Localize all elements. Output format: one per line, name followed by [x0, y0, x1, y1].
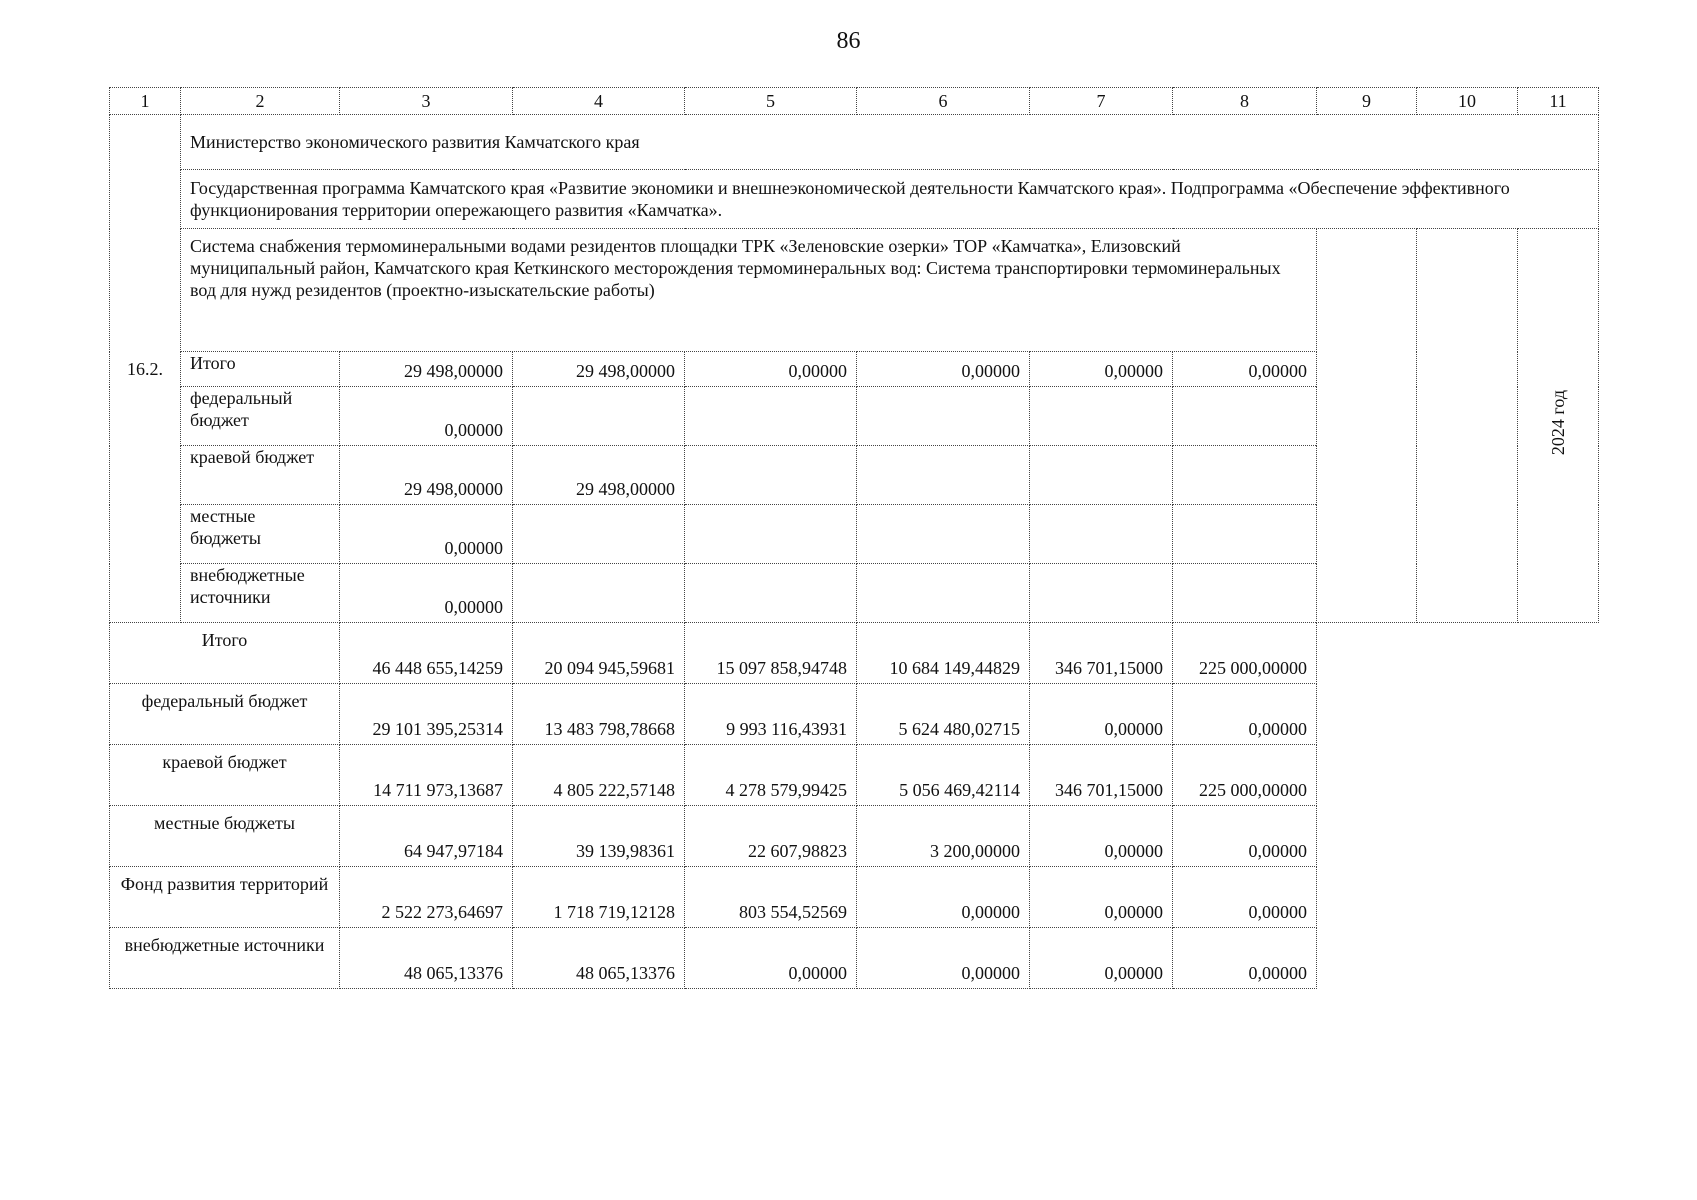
amount-cell: 346 701,15000: [1030, 623, 1173, 684]
amount-cell: [1030, 505, 1173, 564]
amount-cell: 803 554,52569: [685, 867, 857, 928]
amount-cell: 2 522 273,64697: [340, 867, 513, 928]
summary-label: местные бюджеты: [110, 806, 340, 867]
amount-cell: 15 097 858,94748: [685, 623, 857, 684]
amount-cell: 10 684 149,44829: [857, 623, 1030, 684]
amount-cell: 0,00000: [1173, 684, 1317, 745]
amount-cell: 13 483 798,78668: [513, 684, 685, 745]
column-number: 10: [1417, 88, 1518, 115]
amount-cell: 48 065,13376: [340, 928, 513, 989]
amount-cell: 225 000,00000: [1173, 623, 1317, 684]
column-number: 4: [513, 88, 685, 115]
amount-cell: [685, 564, 857, 623]
ministry-name: Министерство экономического развития Камчатского края: [181, 115, 1599, 170]
amount-cell: 29 498,00000: [340, 446, 513, 505]
amount-cell: [1173, 505, 1317, 564]
amount-cell: [513, 564, 685, 623]
amount-cell: 0,00000: [1030, 928, 1173, 989]
column-9-cell: [1317, 229, 1417, 623]
amount-cell: 0,00000: [1173, 867, 1317, 928]
budget-table: [109, 87, 1599, 989]
amount-cell: [513, 387, 685, 446]
amount-cell: 0,00000: [340, 564, 513, 623]
column-number: 2: [181, 88, 340, 115]
amount-cell: 0,00000: [1173, 352, 1317, 387]
program-row: [110, 170, 1599, 229]
amount-cell: 48 065,13376: [513, 928, 685, 989]
amount-cell: 29 498,00000: [513, 352, 685, 387]
amount-cell: 29 498,00000: [340, 352, 513, 387]
amount-cell: [513, 505, 685, 564]
amount-cell: 64 947,97184: [340, 806, 513, 867]
row-label: внебюджетные источники: [181, 564, 340, 623]
amount-cell: 29 101 395,25314: [340, 684, 513, 745]
amount-cell: 14 711 973,13687: [340, 745, 513, 806]
column-number-row: [110, 88, 1599, 115]
amount-cell: 0,00000: [1030, 352, 1173, 387]
amount-cell: 0,00000: [340, 505, 513, 564]
amount-cell: 0,00000: [1030, 867, 1173, 928]
amount-cell: 0,00000: [1173, 806, 1317, 867]
column-number: 9: [1317, 88, 1417, 115]
amount-cell: 1 718 719,12128: [513, 867, 685, 928]
column-number: 6: [857, 88, 1030, 115]
row-label: Итого: [181, 352, 340, 387]
summary-label: краевой бюджет: [110, 745, 340, 806]
column-number: 5: [685, 88, 857, 115]
amount-cell: [685, 505, 857, 564]
ministry-row: [110, 115, 1599, 170]
summary-label: Итого: [110, 623, 340, 684]
amount-cell: 346 701,15000: [1030, 745, 1173, 806]
amount-cell: 0,00000: [857, 867, 1030, 928]
summary-row: [110, 623, 1599, 684]
amount-cell: [1030, 446, 1173, 505]
amount-cell: 0,00000: [857, 928, 1030, 989]
amount-cell: 0,00000: [685, 352, 857, 387]
page-number: 86: [836, 28, 861, 54]
item-number: 16.2.: [110, 115, 181, 623]
amount-cell: 22 607,98823: [685, 806, 857, 867]
column-number: 3: [340, 88, 513, 115]
amount-cell: 0,00000: [1030, 806, 1173, 867]
amount-cell: 0,00000: [1030, 684, 1173, 745]
amount-cell: [1173, 387, 1317, 446]
column-number: 8: [1173, 88, 1317, 115]
amount-cell: 9 993 116,43931: [685, 684, 857, 745]
row-label: краевой бюджет: [181, 446, 340, 505]
column-number: 11: [1518, 88, 1599, 115]
summary-label: внебюджетные источники: [110, 928, 340, 989]
column-number: 1: [110, 88, 181, 115]
amount-cell: 4 278 579,99425: [685, 745, 857, 806]
amount-cell: [857, 387, 1030, 446]
year-cell: [1518, 229, 1599, 623]
amount-cell: 5 624 480,02715: [857, 684, 1030, 745]
amount-cell: [1030, 387, 1173, 446]
year-label: 2024 год: [1548, 390, 1568, 456]
amount-cell: 4 805 222,57148: [513, 745, 685, 806]
column-10-cell: [1417, 229, 1518, 623]
row-label: федеральный бюджет: [181, 387, 340, 446]
amount-cell: [857, 505, 1030, 564]
object-description: Система снабжения термоминеральными водами резидентов площадки ТРК «Зеленовские озерки» ТОР «Камчатка», Елизовский муниципальный район, Камчатского края Кеткинского месторождения термоминеральных вод: Система транспортировки термоминеральных вод для нужд резидентов (проектно-изыскательские работы): [181, 229, 1317, 352]
amount-cell: [1173, 446, 1317, 505]
amount-cell: 0,00000: [857, 352, 1030, 387]
amount-cell: [857, 446, 1030, 505]
row-label: местные бюджеты: [181, 505, 340, 564]
amount-cell: 225 000,00000: [1173, 745, 1317, 806]
amount-cell: 5 056 469,42114: [857, 745, 1030, 806]
amount-cell: 39 139,98361: [513, 806, 685, 867]
summary-label: Фонд развития территорий: [110, 867, 340, 928]
amount-cell: 3 200,00000: [857, 806, 1030, 867]
summary-label: федеральный бюджет: [110, 684, 340, 745]
amount-cell: 0,00000: [1173, 928, 1317, 989]
amount-cell: 29 498,00000: [513, 446, 685, 505]
amount-cell: [1030, 564, 1173, 623]
amount-cell: [685, 446, 857, 505]
amount-cell: [857, 564, 1030, 623]
amount-cell: 46 448 655,14259: [340, 623, 513, 684]
object-row: [110, 229, 1599, 352]
amount-cell: [1173, 564, 1317, 623]
amount-cell: 0,00000: [685, 928, 857, 989]
amount-cell: [685, 387, 857, 446]
program-name: Государственная программа Камчатского края «Развитие экономики и внешнеэкономической деятельности Камчатского края». Подпрограмма «Обеспечение эффективного функционирования территории опережающего развития «Камчатка».: [181, 170, 1599, 229]
empty-area: [1317, 623, 1599, 989]
column-number: 7: [1030, 88, 1173, 115]
amount-cell: 20 094 945,59681: [513, 623, 685, 684]
amount-cell: 0,00000: [340, 387, 513, 446]
